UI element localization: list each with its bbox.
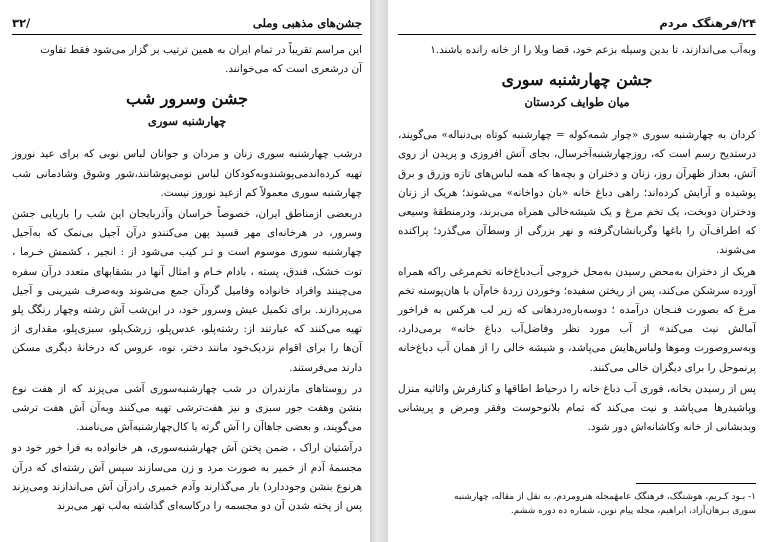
page-number: /۳۲ — [12, 16, 31, 30]
left-page — [0, 0, 370, 542]
running-title: فرهنگک مردم — [659, 16, 738, 30]
section-title: جشن وسرور شب — [125, 89, 248, 109]
intro-line: آن درشعری است که می‌خوانند. — [225, 63, 362, 76]
paragraph: هریک از دختران به‌محض رسیدن به‌محل خروجی آب‌دباغ‌خانه تخم‌مرغی راکه همراه آورده سرشکن می‌کند، پس از ریختن سفیده؛ وخوردن زردهٔ خام‌آن با هان‌پوسته تخم مرغ که بصورت فنـجان درآمده ؛ دوسه‌باره‌دردهانی که زیر لب هرکس به فراخور آمالش نیت می‌کند» از آب مورد نظر وفاضل‌آب دباغ خانه» برمی‌دارد، وبه‌سروصورت وموها ولباس‌هایش می‌پاشد، و شیشه خالی را از همان آب دباغ‌خانه پرنموحل را برای دیگران خالی می‌کنند. — [398, 265, 756, 374]
footnote-divider — [636, 483, 756, 484]
right-page-header — [398, 14, 756, 35]
page-number-value: ۲۴/ — [737, 16, 756, 30]
intro-line: این مراسم تقریباً در تمام ایران به همین ترتیب بر گزار می‌شود فقط تفاوت — [40, 44, 362, 56]
section-subtitle: چهارشنبه سوری — [147, 114, 227, 129]
footnote-line: سوری بـرهان‌آزاد، ابراهیم، مجله پیام نوین، شماره ده دوره ششم. — [510, 506, 756, 517]
intro-line: وبه‌آب می‌اندازند، تا بدین وسیله بزعم خود، قضا وبلا را از خانه رانده باشند.۱ — [430, 44, 756, 56]
paragraph: درآشتیان اراک ، ضمن پختن آش چهارشنبه‌سوری، هر خانواده به فرا خور خود دو مجسمهٔ آدم از خمیر به صورت مرد و زن می‌سازند سپس آش رشته‌ای که درآن هرنوع بنشن وجوددارد) بار می‌گذارند وآدم خمیری رادرآن آش می‌اندازند ومی‌پزند پس از پخته شدن آن دو مجسمه را درکاسه‌ای گذاشته به‌لب تهر می‌برند — [12, 442, 362, 513]
right-page — [388, 0, 768, 542]
section-title: جشن چهارشنبه سوری — [501, 70, 653, 90]
left-page-header — [12, 14, 362, 35]
paragraph: دربعضی ازمناطق ایران، خصوصاً خراسان وآذربایجان این شب را باریایی جشن وسرور، در هرخانه‌ای مهر قسید پهن می‌کنندو درآن آجیل بی‌نمک که به‌آجیل چهارشنبه سوری موسوم است و تـر کیب می‌شود از : انجیر ، کشمش خـرما ، توت خشک، فندق، پسته ، بادام خـام و امثال آنها در بشقابهای متعدد درآن سفره می‌چینند وافراد خانواده وفامیل گردآن جمع می‌شوند وبه‌صرف شیرینی و آجیل می‌پردازند. برای تکمیل عیش وسرور خود، در این‌شب آش رشته وچهار رنگگ پلو تهیه می‌کنند که عبارتند از: رشته‌پلو، عدس‌پلو، زرشک‌پلو، سبزی‌پلو، مقداری از آن‌ها را برای اقوام نزدیک‌خود مانند دختر، نوه، عروس که درخانهٔ دیگری مسکن دارند می‌فرستند. — [12, 208, 362, 374]
footnote-line: ۱- بـود کـریم، هوشنگک، فرهنگک عامهٔمجله هنرومردم، به نقل از مقاله، چهارشنبه — [454, 492, 756, 503]
paragraph: پس از رسیدن بخانه، فوری آب دباغ خانه را درحیاط اطاقها و کنارفرش واثاثیه منزل وپاشیدرها می‌پاشد و نیت می‌کند که تمام بلانوحوست وفقر ومرض و پریشانی وبدبشانی از خانه وکاشانه‌اش دور شود. — [398, 382, 756, 434]
page-number — [659, 16, 756, 30]
running-title: جشن‌های مذهبی وملی — [252, 16, 362, 30]
book-gutter — [370, 0, 388, 542]
paragraph: در روستاهای مازندران در شب چهارشنبه‌سوری آشی می‌پزند که از هفت نوع بنشن وهفت جور سبزی و نیز هفت‌ترشی تهیه می‌کنند وبه‌آن آش هفت ترشی می‌گویند، و بعضی جاهاآن را آش گرته یا کال‌چهارشنبه‌آش می‌نامند. — [12, 382, 362, 434]
paragraph: کردان به چهارشنبه سوری «چوار شمه‌کوله = چهارشنبه کوتاه بی‌دنباله» می‌گویند، درستدیح رسم است که، روزچهارشنبه‌آخرسال، بجای آتش افروزی و پریدن از روی آتش، بعداز ظهرآن روز، زنان و دختران و بچه‌ها که همه لباس‌های تازه وزرق و برق پوشیده و آرایش کرده‌اند؛ راهی دباغ خانه «بان دواخانه» می‌شوند؛ هریک از زنان ودختران دوبخت، یک تخم مرغ و یک شیشه‌خالی همراه می‌برند، ودرمنطقهٔ وسیعی که اطراف‌آن را باغها وگربانشان‌گرفته و نهر بزرگی از وسط‌آن می‌گذرد؛ پراکنده می‌شوند. — [398, 129, 756, 257]
paragraph: درشب چهارشنبه سوری زنان و مردان و جوانان لباس نوبی که برای عید نوروز تهیه کرده‌اندمی‌پوشندوبه‌کودکان لباس نومی‌پوشانند،شور وشوق وشادمانی شب چهارشنبه سوری معمولاً کم ازعید نوروز نیست. — [12, 148, 362, 199]
section-subtitle: میان طوایف کردستان — [524, 95, 630, 110]
